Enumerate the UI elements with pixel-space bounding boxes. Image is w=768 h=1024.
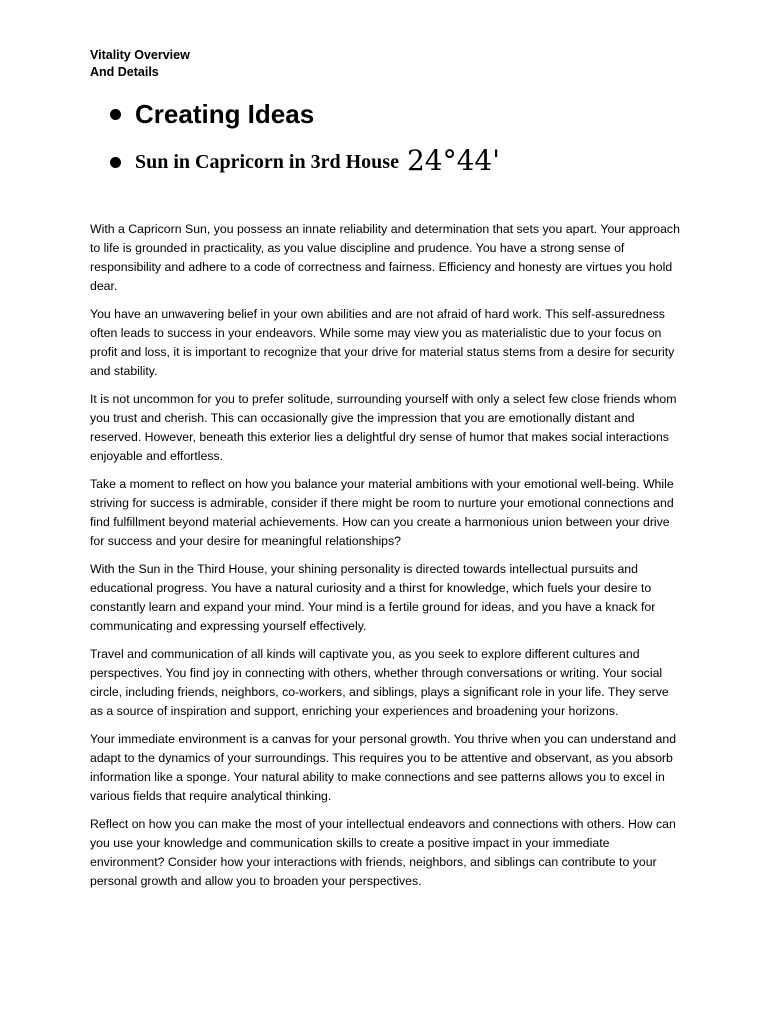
- paragraph: You have an unwavering belief in your own abilities and are not afraid of hard work. This self-assuredness often leads to success in your endeavors. While some may view you as materialistic due to your focus on profit and loss, it is important to recognize that your drive for material status stems from a desire for security and stability.: [90, 307, 675, 378]
- sun-degree-value: 24°44': [406, 143, 500, 177]
- bullet-item-creating-ideas: [110, 96, 500, 132]
- sun-placement-label: Sun in Capricorn in 3rd House: [135, 150, 399, 173]
- paragraph: With a Capricorn Sun, you possess an innate reliability and determination that sets you apart. Your approach to life is grounded in practicality, as you value discipline and prudence. You have a strong sense of responsibility and adhere to a code of correctness and fairness. Efficiency and honesty are virtues you hold dear.: [90, 222, 680, 293]
- paragraph: Travel and communication of all kinds will captivate you, as you seek to explore different cultures and perspectives. You find joy in connecting with others, whether through conversations or writing. Your social circle, including friends, neighbors, co-workers, and siblings, plays a significant role in your life. They serve as a source of inspiration and support, enriching your experiences and broadening your horizons.: [90, 647, 669, 718]
- paragraph: Take a moment to reflect on how you balance your material ambitions with your emotional well-being. While striving for success is admirable, consider if there might be room to nurture your emotional connections and find fulfillment beyond material achievements. How can you create a harmonious union between your drive for success and your desire for meaningful relationships?: [90, 477, 674, 548]
- bullet-dot-icon: [110, 109, 121, 120]
- document-header: [90, 47, 190, 81]
- bullet-item-label: Creating Ideas: [135, 98, 315, 129]
- header-line-2: And Details: [90, 65, 159, 79]
- bullet-list: [110, 96, 500, 182]
- bullet-dot-icon: [110, 157, 121, 168]
- header-line-1: Vitality Overview: [90, 48, 190, 62]
- paragraph: It is not uncommon for you to prefer solitude, surrounding yourself with only a select few close friends whom you trust and cherish. This can occasionally give the impression that you are emotionally distant and reserved. However, beneath this exterior lies a delightful dry sense of humor that makes social interactions enjoyable and effortless.: [90, 392, 677, 463]
- paragraph: Reflect on how you can make the most of your intellectual endeavors and connections with others. How can you use your knowledge and communication skills to create a positive impact in your immediate environment? Consider how your interactions with friends, neighbors, and siblings can contribute to your personal growth and allow you to broaden your perspectives.: [90, 817, 676, 888]
- paragraph: With the Sun in the Third House, your shining personality is directed towards intellectual pursuits and educational progress. You have a natural curiosity and a thirst for knowledge, which fuels your desire to constantly learn and expand your mind. Your mind is a fertile ground for ideas, and you have a knack for communicating and expressing yourself effectively.: [90, 562, 656, 633]
- paragraph: Your immediate environment is a canvas for your personal growth. You thrive when you can understand and adapt to the dynamics of your surroundings. This requires you to be attentive and observant, as you absorb information like a sponge. Your natural ability to make connections and see patterns allows you to excel in various fields that require analytical thinking.: [90, 732, 677, 803]
- body-text: [90, 220, 682, 900]
- bullet-item-sun-placement: [110, 142, 500, 182]
